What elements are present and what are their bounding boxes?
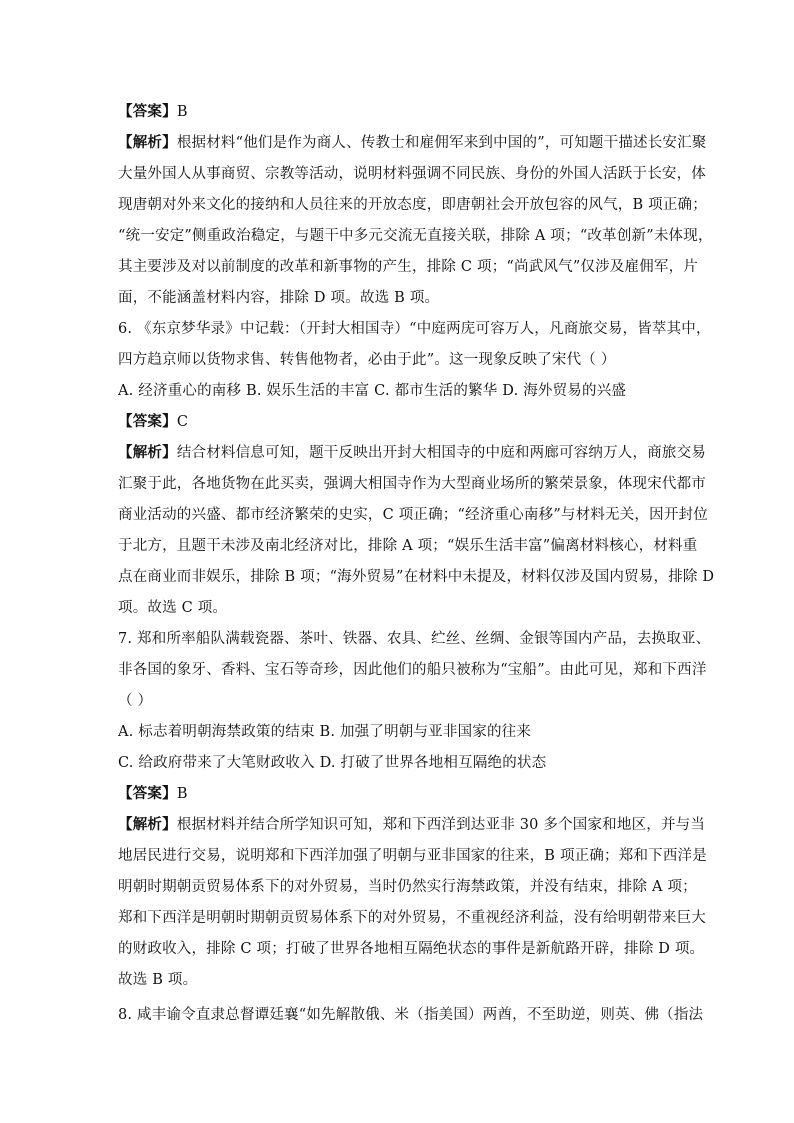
- q7-analysis-line: 地居民进行交易，说明郑和下西洋加强了明朝与亚非国家的往来，B 项正确；郑和下西洋是: [118, 848, 707, 864]
- q7-analysis-line: 的财政收入，排除 C 项；打破了世界各地相互隔绝状态的事件是新航路开辟，排除 D 项。: [118, 941, 705, 957]
- q7-options: C. 给政府带来了大笔财政收入 D. 打破了世界各地相互隔绝的状态: [118, 755, 547, 771]
- q5-analysis-line: 【解析】根据材料“他们是作为商人、传教士和雇佣军来到中国的”，可知题干描述长安汇聚: [118, 134, 707, 151]
- q5-analysis-line: “统一安定”侧重政治稳定，与题干中多元交流无直接关联，排除 A 项；“改革创新”未体现，: [118, 228, 713, 244]
- answer-label: 【答案】: [118, 103, 177, 120]
- q6-analysis-line: 汇聚于此，各地货物在此买卖，强调大相国寺作为大型商业场所的繁荣景象，体现宋代都市: [118, 476, 706, 492]
- analysis-label: 【解析】: [118, 444, 177, 461]
- q6-stem-line: 6. 《东京梦华录》中记载：（开封大相国寺）“中庭两庑可容万人，凡商旅交易，皆萃其中，: [118, 321, 711, 337]
- q7-analysis-line: 明朝时期朝贡贸易体系下的对外贸易，当时仍然实行海禁政策，并没有结束，排除 A 项；: [118, 879, 697, 895]
- q7-analysis-line: 故选 B 项。: [118, 972, 198, 988]
- q6-analysis-line: 点在商业而非娱乐，排除 B 项；“海外贸易”在材料中未提及，材料仅涉及国内贸易，排除 D: [118, 569, 715, 585]
- q8-stem-line: 8. 咸丰谕令直隶总督谭廷襄“如先解散俄、米（指美国）两酋，不至助逆，则英、佛（指法: [118, 1007, 704, 1023]
- q5-analysis-line: 面，不能涵盖材料内容，排除 D 项。故选 B 项。: [118, 290, 440, 306]
- q7-stem-line: （ ）: [118, 693, 153, 709]
- q7-stem-line: 非各国的象牙、香料、宝石等奇珍，因此他们的船只被称为“宝船”。由此可见，郑和下西洋: [118, 662, 707, 678]
- q6-analysis-line: 商业活动的兴盛、都市经济繁荣的史实，C 项正确；“经济重心南移”与材料无关，因开封位: [118, 507, 708, 523]
- q6-analysis-line: 于北方，且题干未涉及南北经济对比，排除 A 项；“娱乐生活丰富”偏离材料核心，材料重: [118, 538, 698, 554]
- analysis-label: 【解析】: [118, 816, 177, 833]
- answer-value: B: [176, 786, 188, 802]
- q5-analysis-line: 其主要涉及对以前制度的改革和新事物的产生，排除 C 项；“尚武风气”仅涉及雇佣军，片: [118, 259, 699, 275]
- answer-value: B: [176, 104, 188, 120]
- q5-analysis-line: 现唐朝对外来文化的接纳和人员往来的开放态度，即唐朝社会开放包容的风气，B 项正确；: [118, 197, 707, 213]
- q7-analysis-line: 郑和下西洋是明朝时期朝贡贸易体系下的对外贸易，不重视经济利益，没有给明朝带来巨大: [118, 910, 706, 926]
- q6-stem-line: 四方趋京师以货物求售、转售他物者，必由于此”。这一现象反映了宋代（ ）: [118, 352, 616, 368]
- q6-answer: [118, 412, 188, 432]
- q5-analysis-line: 大量外国人从事商贸、宗教等活动，说明材料强调不同民族、身份的外国人活跃于长安，体: [118, 166, 706, 182]
- q7-stem-line: 7. 郑和所率船队满载瓷器、茶叶、铁器、农具、纻丝、丝绸、金银等国内产品，去换取亚、: [118, 631, 711, 647]
- q6-analysis-line: 【解析】结合材料信息可知，题干反映出开封大相国寺的中庭和两廊可容纳万人，商旅交易: [118, 444, 707, 461]
- q6-options: A. 经济重心的南移 B. 娱乐生活的丰富 C. 都市生活的繁华 D. 海外贸易的兴盛: [118, 383, 627, 399]
- q7-options: A. 标志着明朝海禁政策的结束 B. 加强了明朝与亚非国家的往来: [118, 724, 532, 740]
- q6-analysis-line: 项。故选 C 项。: [118, 600, 228, 616]
- answer-label: 【答案】: [118, 413, 177, 430]
- q7-answer: [118, 784, 188, 804]
- q5-answer: [118, 102, 188, 122]
- analysis-label: 【解析】: [118, 134, 177, 151]
- answer-value: C: [176, 414, 189, 430]
- answer-label: 【答案】: [118, 785, 177, 802]
- q7-analysis-line: 【解析】根据材料并结合所学知识可知，郑和下西洋到达亚非 30 多个国家和地区，并与当: [118, 816, 706, 833]
